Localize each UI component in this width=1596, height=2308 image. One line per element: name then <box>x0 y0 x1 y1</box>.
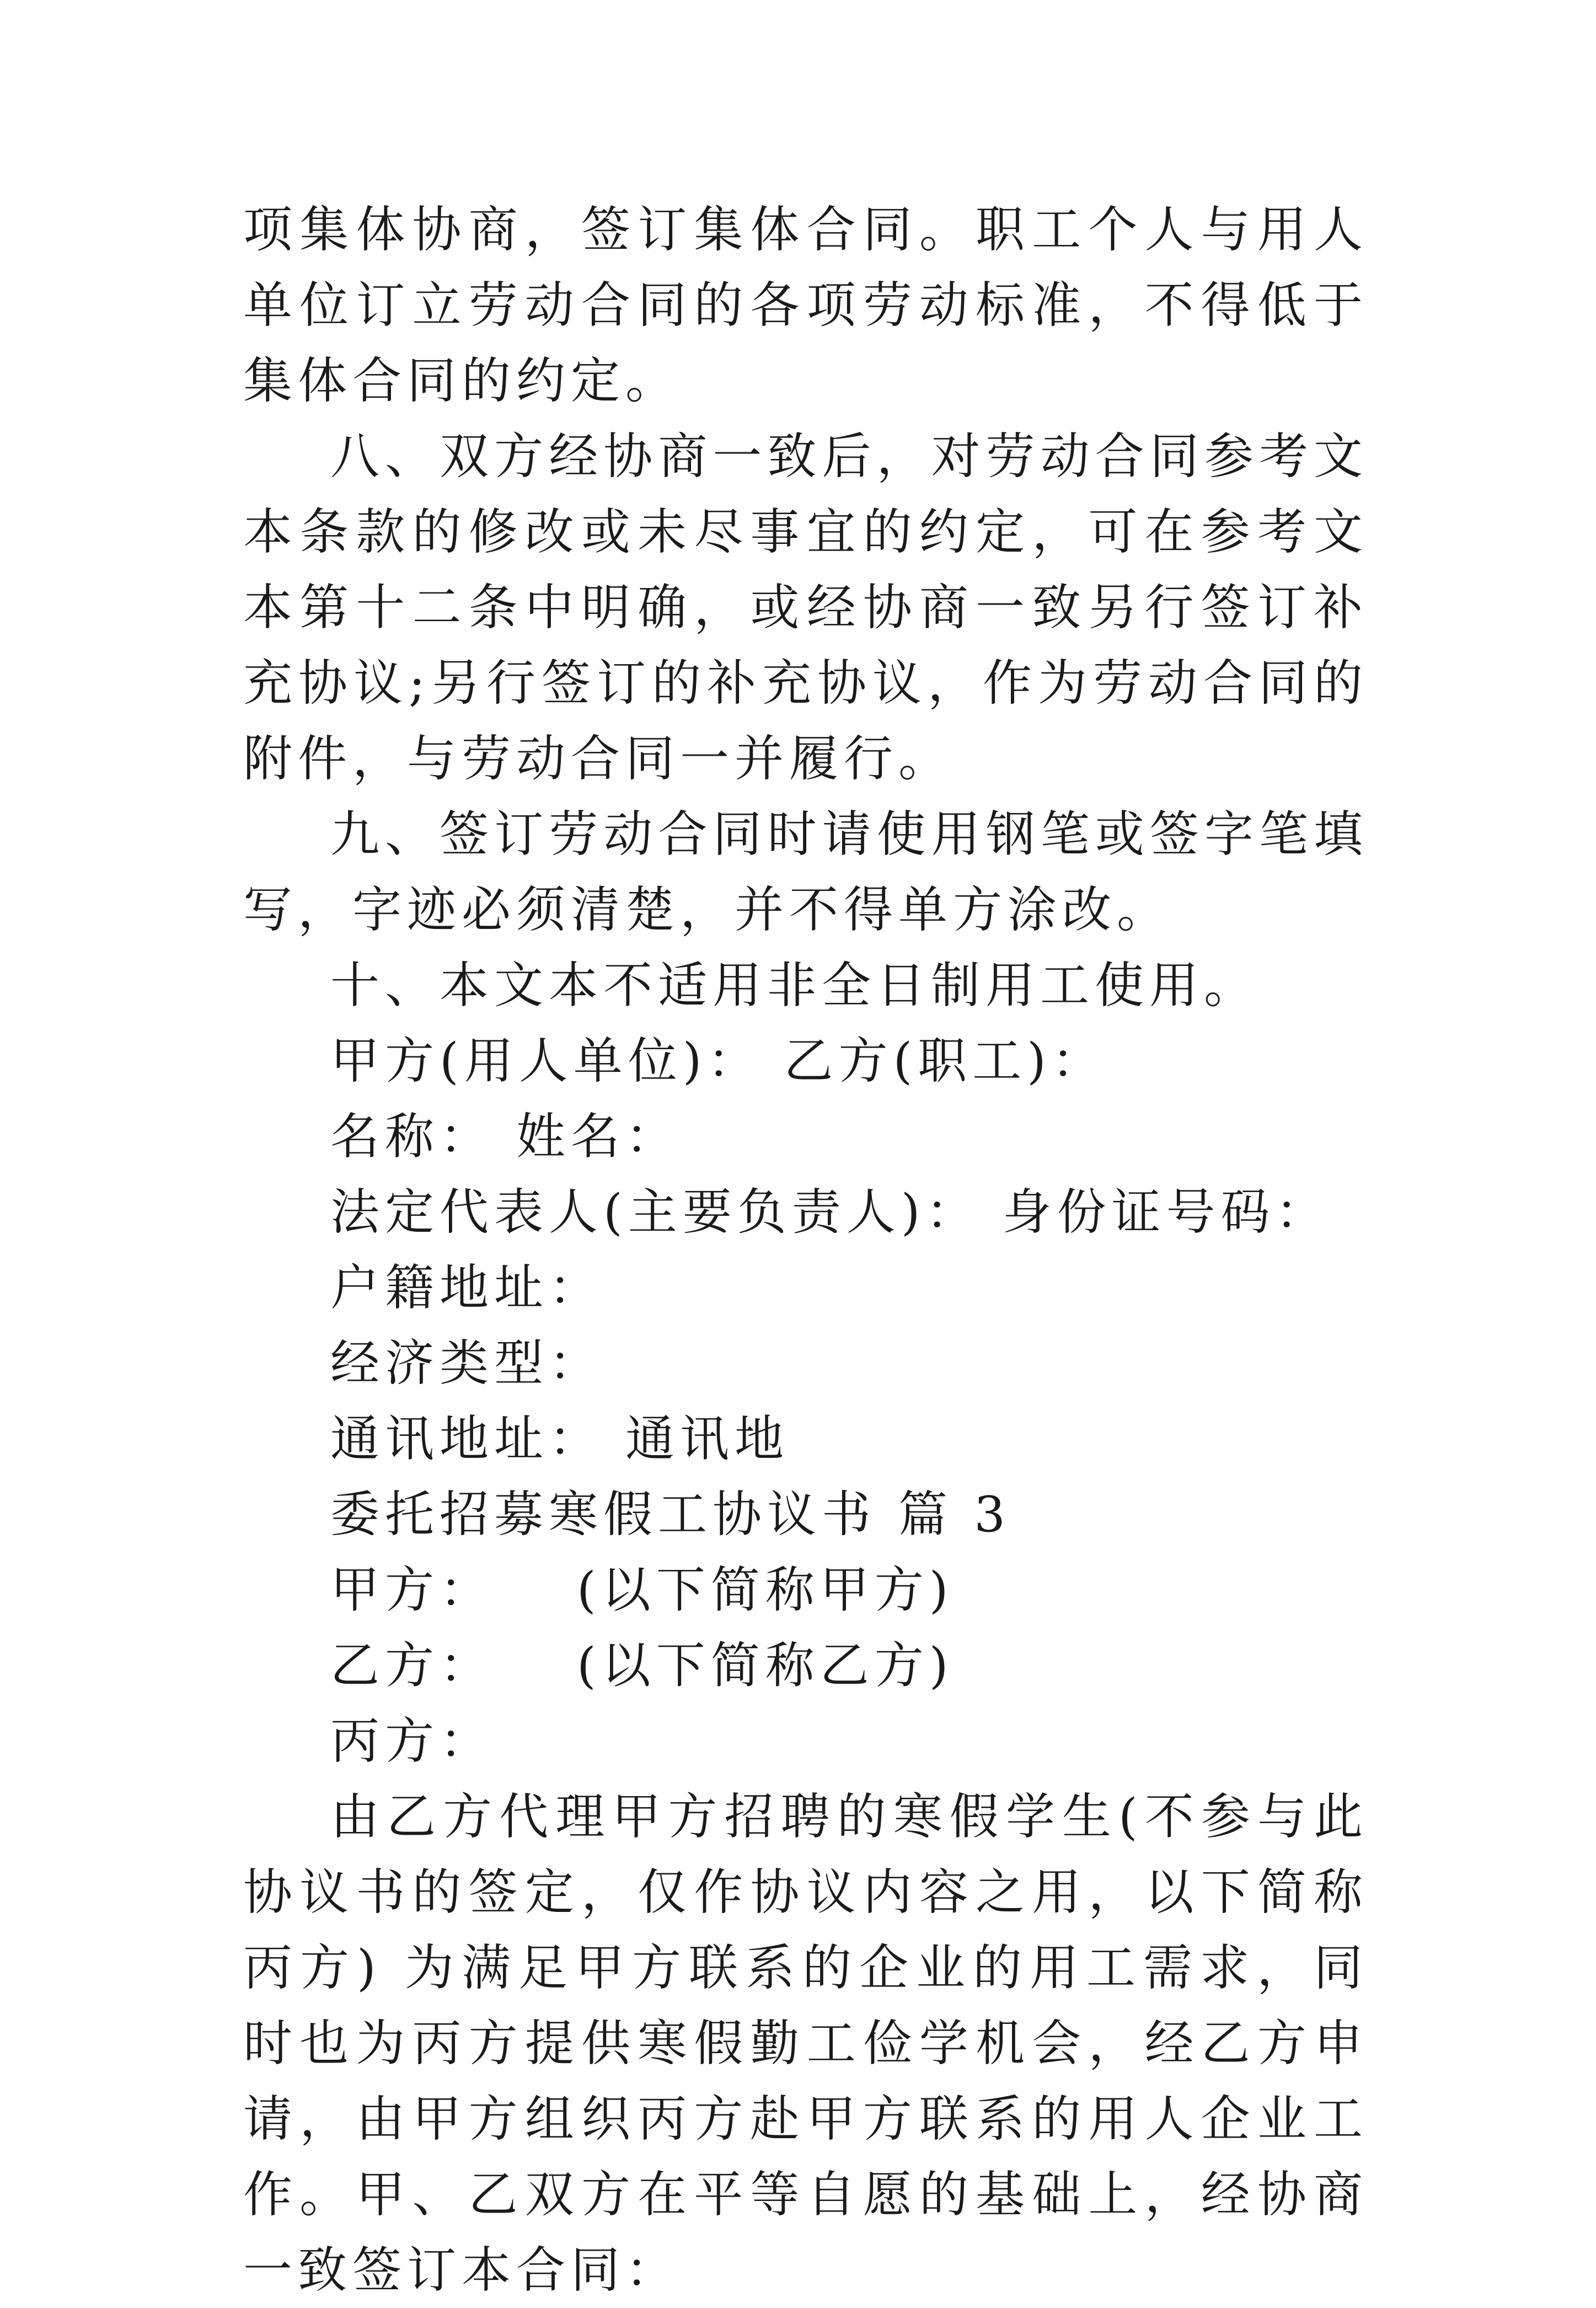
legal-representative-label: 法定代表人(主要负责人)： <box>330 1183 981 1241</box>
paragraph-clause-nine: 九、签订劳动合同时请使用钢笔或签字笔填写，字迹必须清楚，并不得单方涂改。 <box>243 805 1368 938</box>
communication-address-label: 通讯地址： <box>330 1410 603 1467</box>
household-address-line <box>243 1250 1368 1326</box>
section-number: 篇 3 <box>898 1486 1011 1543</box>
person-name-label: 姓名： <box>516 1108 680 1165</box>
name-fields-line <box>243 1099 1368 1174</box>
communication-address-partial: 通讯地 <box>625 1410 789 1467</box>
party-b-label: 乙方(职工)： <box>784 1032 1106 1089</box>
party-yi-note: (以下简称乙方) <box>577 1637 954 1694</box>
section-heading <box>243 1477 1368 1552</box>
paragraph-clause-ten: 十、本文本不适用非全日制用工使用。 <box>330 957 1258 1014</box>
party-jia-label: 甲方： <box>330 1561 494 1618</box>
economic-type-label: 经济类型： <box>330 1334 603 1392</box>
party-jia-note: (以下简称甲方) <box>577 1561 954 1618</box>
paragraph-preamble: 由乙方代理甲方招聘的寒假学生(不参与此协议书的签定，仅作协议内容之用，以下简称丙方) 为满足甲方联系的企业的用工需求，同时也为丙方提供寒假勤工俭学机会，经乙方申请，由甲方组织丙方赴甲方联系的用人企业工作。甲、乙双方在平等自愿的基础上，经协商一致签订本合同： <box>243 1788 1368 2299</box>
party-a-label: 甲方(用人单位)： <box>330 1032 762 1089</box>
section-title: 委托招募寒假工协议书 <box>330 1486 876 1543</box>
paragraph-collective-contract: 项集体协商，签订集体合同。职工个人与用人单位订立劳动合同的各项劳动标准，不得低于集体合同的约定。 <box>243 201 1368 409</box>
party-bing-line <box>243 1703 1368 1779</box>
communication-address-line <box>243 1401 1368 1477</box>
household-address-label: 户籍地址： <box>330 1259 603 1316</box>
party-labels-line <box>243 1023 1368 1099</box>
party-jia-line <box>243 1552 1368 1628</box>
name-label: 名称： <box>330 1108 494 1165</box>
economic-type-line <box>243 1326 1368 1401</box>
representative-line <box>243 1174 1368 1250</box>
party-yi-label: 乙方： <box>330 1637 494 1694</box>
paragraph-clause-eight: 八、双方经协商一致后，对劳动合同参考文本条款的修改或未尽事宜的约定，可在参考文本第十二条中明确，或经协商一致另行签订补充协议;另行签订的补充协议，作为劳动合同的附件，与劳动合同一并履行。 <box>243 428 1368 787</box>
document-body <box>243 192 1368 2308</box>
id-number-label: 身份证号码： <box>1002 1183 1330 1241</box>
party-bing-label: 丙方： <box>330 1712 494 1770</box>
party-yi-line <box>243 1628 1368 1703</box>
